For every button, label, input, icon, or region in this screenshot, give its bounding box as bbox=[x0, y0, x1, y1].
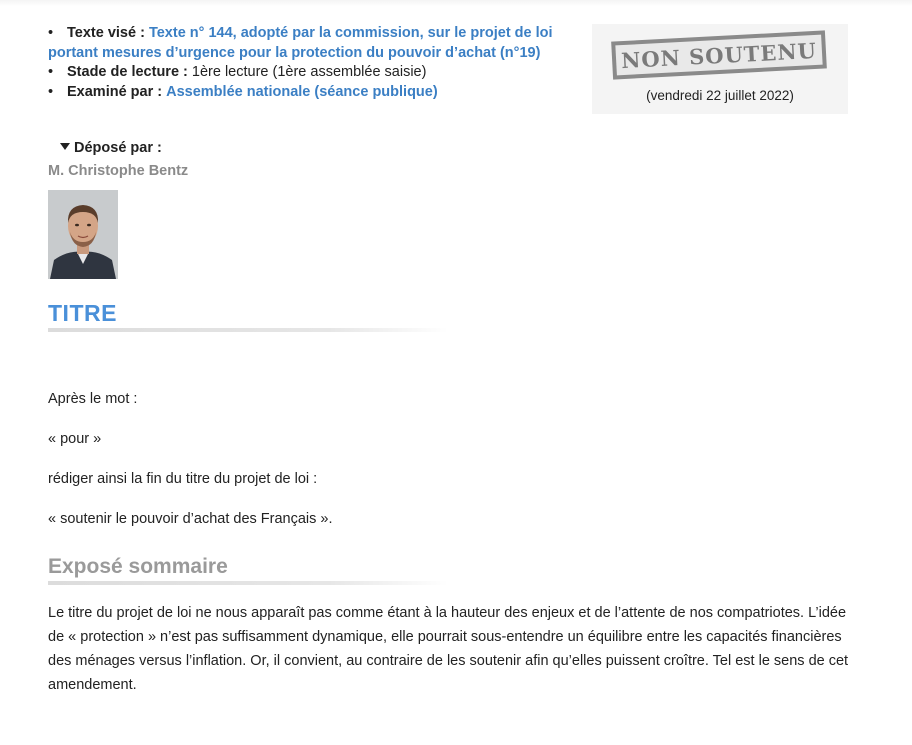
meta-stade-lecture bbox=[48, 63, 578, 83]
author-portrait-icon bbox=[48, 190, 118, 279]
chevron-down-icon bbox=[60, 143, 70, 150]
top-bar bbox=[0, 0, 912, 6]
bullet: • bbox=[48, 64, 54, 80]
stade-lecture-label: Stade de lecture : bbox=[67, 64, 188, 80]
depose-toggle[interactable] bbox=[60, 140, 162, 156]
texte-vise-link[interactable]: Texte n° 144, adopté par la commission, sur le projet de loi portant mesures d’urgence pour la protection du pouvoir d’achat (n°19) bbox=[48, 25, 553, 61]
examine-par-link[interactable]: Assemblée nationale (séance publique) bbox=[166, 83, 438, 100]
bullet: • bbox=[48, 83, 54, 100]
author-name[interactable]: M. Christophe Bentz bbox=[48, 163, 189, 179]
dispositif-paragraph: rédiger ainsi la fin du titre du projet de loi : bbox=[48, 471, 318, 487]
bullet: • bbox=[48, 25, 54, 41]
expose-body: Le titre du projet de loi ne nous apparaît pas comme étant à la hauteur des enjeux et de l’attente de nos compatriotes. L’idée de « protection » n’est pas suffisamment dynamique, elle pourrait sous-entendre un équilibre entre les capacités financières des ménages versus l’inflation. Or, il convient, au contraire de les soutenir afin qu’elles puissent croître. Tel est le sens de cet amendement. bbox=[48, 605, 849, 693]
dispositif-paragraph: « pour » bbox=[48, 431, 102, 447]
stade-lecture-value: 1ère lecture (1ère assemblée saisie) bbox=[191, 64, 427, 80]
status-date: (vendredi 22 juillet 2022) bbox=[646, 88, 794, 103]
meta-texte-vise bbox=[48, 24, 578, 63]
stamp-text: NON SOUTENU bbox=[615, 35, 822, 76]
amendment-metadata bbox=[48, 24, 578, 102]
expose-underline bbox=[48, 581, 448, 585]
non-soutenu-stamp bbox=[611, 30, 827, 79]
titre-heading: TITRE bbox=[48, 300, 117, 326]
examine-par-label: Examiné par : bbox=[67, 83, 163, 100]
depose-label: Déposé par : bbox=[74, 140, 162, 156]
author-photo[interactable] bbox=[48, 190, 118, 279]
texte-vise-label: Texte visé : bbox=[67, 25, 145, 41]
status-box bbox=[592, 24, 848, 114]
dispositif-paragraph: « soutenir le pouvoir d’achat des Français ». bbox=[48, 511, 333, 527]
meta-examine-par bbox=[48, 83, 578, 103]
titre-underline bbox=[48, 328, 448, 332]
expose-heading: Exposé sommaire bbox=[48, 555, 228, 578]
dispositif-paragraph: Après le mot : bbox=[48, 391, 138, 407]
